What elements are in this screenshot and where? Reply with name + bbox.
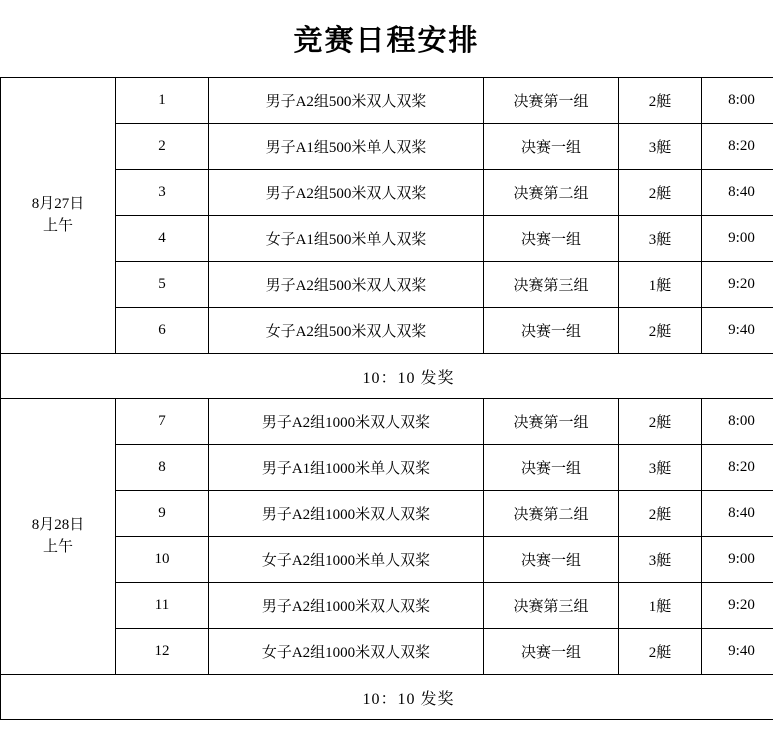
event-name: 男子A2组500米双人双桨 bbox=[209, 262, 484, 308]
table-row bbox=[1, 537, 773, 583]
row-number: 7 bbox=[116, 399, 209, 445]
boat-count: 1艇 bbox=[619, 583, 702, 629]
race-group: 决赛第一组 bbox=[484, 399, 619, 445]
award-spacer-right bbox=[702, 354, 773, 399]
day-label-cell bbox=[1, 78, 116, 354]
event-name: 女子A2组500米双人双桨 bbox=[209, 308, 484, 354]
award-spacer-right bbox=[702, 675, 773, 720]
row-number: 6 bbox=[116, 308, 209, 354]
event-name: 女子A2组1000米单人双桨 bbox=[209, 537, 484, 583]
boat-count: 3艇 bbox=[619, 216, 702, 262]
race-group: 决赛一组 bbox=[484, 445, 619, 491]
day-label-line2: 上午 bbox=[3, 216, 113, 238]
row-number: 2 bbox=[116, 124, 209, 170]
day-label-line1: 8月28日 bbox=[3, 515, 113, 537]
table-row bbox=[1, 124, 773, 170]
page-title: 竞赛日程安排 bbox=[0, 18, 773, 59]
race-group: 决赛一组 bbox=[484, 308, 619, 354]
row-number: 8 bbox=[116, 445, 209, 491]
boat-count: 2艇 bbox=[619, 399, 702, 445]
boat-count: 1艇 bbox=[619, 262, 702, 308]
boat-count: 2艇 bbox=[619, 170, 702, 216]
race-group: 决赛第二组 bbox=[484, 170, 619, 216]
row-number: 3 bbox=[116, 170, 209, 216]
race-group: 决赛一组 bbox=[484, 216, 619, 262]
table-row bbox=[1, 491, 773, 537]
start-time: 8:20 bbox=[702, 124, 773, 170]
table-row bbox=[1, 445, 773, 491]
event-name: 男子A2组1000米双人双桨 bbox=[209, 583, 484, 629]
table-row bbox=[1, 583, 773, 629]
day-label-cell bbox=[1, 399, 116, 675]
race-group: 决赛一组 bbox=[484, 629, 619, 675]
schedule-table bbox=[0, 77, 773, 720]
award-text: 10：10 发奖 bbox=[116, 675, 702, 720]
start-time: 9:40 bbox=[702, 629, 773, 675]
table-row bbox=[1, 216, 773, 262]
award-text: 10：10 发奖 bbox=[116, 354, 702, 399]
start-time: 8:00 bbox=[702, 399, 773, 445]
race-group: 决赛第三组 bbox=[484, 583, 619, 629]
start-time: 9:20 bbox=[702, 262, 773, 308]
start-time: 9:00 bbox=[702, 216, 773, 262]
table-row bbox=[1, 629, 773, 675]
row-number: 5 bbox=[116, 262, 209, 308]
table-row bbox=[1, 308, 773, 354]
boat-count: 2艇 bbox=[619, 491, 702, 537]
boat-count: 2艇 bbox=[619, 308, 702, 354]
event-name: 男子A1组1000米单人双桨 bbox=[209, 445, 484, 491]
table-row bbox=[1, 262, 773, 308]
start-time: 9:00 bbox=[702, 537, 773, 583]
row-number: 1 bbox=[116, 78, 209, 124]
start-time: 9:40 bbox=[702, 308, 773, 354]
table-row bbox=[1, 78, 773, 124]
row-number: 12 bbox=[116, 629, 209, 675]
table-row bbox=[1, 170, 773, 216]
row-number: 11 bbox=[116, 583, 209, 629]
race-group: 决赛一组 bbox=[484, 537, 619, 583]
day-label-line1: 8月27日 bbox=[3, 194, 113, 216]
table-row bbox=[1, 399, 773, 445]
race-group: 决赛第三组 bbox=[484, 262, 619, 308]
event-name: 男子A2组500米双人双桨 bbox=[209, 170, 484, 216]
start-time: 8:20 bbox=[702, 445, 773, 491]
day-label-line2: 上午 bbox=[3, 537, 113, 559]
boat-count: 2艇 bbox=[619, 78, 702, 124]
boat-count: 3艇 bbox=[619, 445, 702, 491]
start-time: 8:40 bbox=[702, 491, 773, 537]
event-name: 男子A2组1000米双人双桨 bbox=[209, 491, 484, 537]
boat-count: 3艇 bbox=[619, 537, 702, 583]
award-spacer-left bbox=[1, 675, 116, 720]
start-time: 9:20 bbox=[702, 583, 773, 629]
row-number: 10 bbox=[116, 537, 209, 583]
event-name: 男子A2组500米双人双桨 bbox=[209, 78, 484, 124]
start-time: 8:00 bbox=[702, 78, 773, 124]
boat-count: 2艇 bbox=[619, 629, 702, 675]
race-group: 决赛第一组 bbox=[484, 78, 619, 124]
boat-count: 3艇 bbox=[619, 124, 702, 170]
event-name: 男子A1组500米单人双桨 bbox=[209, 124, 484, 170]
award-row bbox=[1, 354, 773, 399]
event-name: 女子A1组500米单人双桨 bbox=[209, 216, 484, 262]
event-name: 男子A2组1000米双人双桨 bbox=[209, 399, 484, 445]
row-number: 9 bbox=[116, 491, 209, 537]
row-number: 4 bbox=[116, 216, 209, 262]
document-page bbox=[0, 18, 773, 738]
award-row bbox=[1, 675, 773, 720]
start-time: 8:40 bbox=[702, 170, 773, 216]
event-name: 女子A2组1000米双人双桨 bbox=[209, 629, 484, 675]
race-group: 决赛第二组 bbox=[484, 491, 619, 537]
award-spacer-left bbox=[1, 354, 116, 399]
race-group: 决赛一组 bbox=[484, 124, 619, 170]
